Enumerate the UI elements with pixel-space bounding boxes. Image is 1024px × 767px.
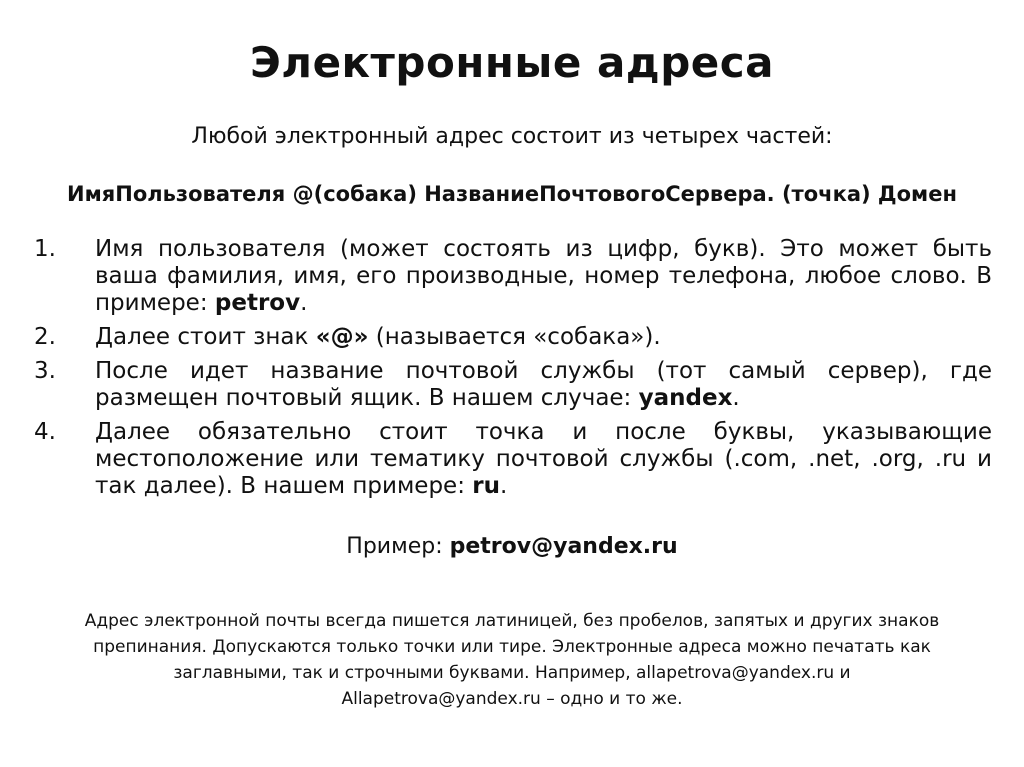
list-item-number: 2. xyxy=(34,324,56,350)
list-item-text xyxy=(95,358,992,412)
list-item-body: Имя пользователя (может состоять из цифр, букв). Это может быть ваша фамилия, имя, его производные, номер телефона, любое слово. В примере: xyxy=(95,236,992,316)
example-label: Пример: xyxy=(346,534,450,559)
list-item-highlight: petrov xyxy=(214,290,301,316)
address-formula: ИмяПользователя @(собака) НазваниеПочтовогоСервера. (точка) Домен xyxy=(67,182,957,206)
parts-list xyxy=(34,236,992,507)
list-item-number: 1. xyxy=(34,236,56,262)
list-item-body: Далее обязательно стоит точка и после буквы, указывающие местоположение или тематику почтовой службы (.com, .net, .org, .ru и так далее). В нашем примере: xyxy=(95,419,992,499)
list-item xyxy=(34,324,992,351)
footnote: Адрес электронной почты всегда пишется латиницей, без пробелов, запятых и других знаков препинания. Допускаются только точки или тире. Электронные адреса можно печатать как заглавными, так и строчными буквами. Например, allapetrova@yandex.ru и Allapetrova@yandex.ru – одно и то же. xyxy=(84,611,940,709)
list-item-text xyxy=(95,419,992,500)
list-item-tail: (называется «собака»). xyxy=(368,324,661,350)
list-item-highlight: ru xyxy=(472,473,500,499)
slide-title: Электронные адреса xyxy=(249,38,774,87)
example-line xyxy=(0,534,1024,559)
list-item-tail: . xyxy=(499,473,508,499)
list-item-number: 3. xyxy=(34,358,56,384)
list-item-body: Далее стоит знак xyxy=(95,324,316,350)
list-item-body: После идет название почтовой службы (тот самый сервер), где размещен почтовый ящик. В нашем случае: xyxy=(95,358,992,411)
example-address: petrov@yandex.ru xyxy=(449,534,678,559)
list-item-number: 4. xyxy=(34,419,56,445)
list-item xyxy=(34,419,992,500)
subtitle: Любой электронный адрес состоит из четырех частей: xyxy=(191,124,833,149)
list-item xyxy=(34,236,992,317)
list-item xyxy=(34,358,992,412)
list-item-tail: . xyxy=(732,385,740,411)
list-item-highlight: yandex xyxy=(638,385,733,411)
list-item-text xyxy=(95,324,992,351)
list-item-text xyxy=(95,236,992,317)
list-item-tail: . xyxy=(300,290,308,316)
list-item-highlight: «@» xyxy=(315,324,369,350)
